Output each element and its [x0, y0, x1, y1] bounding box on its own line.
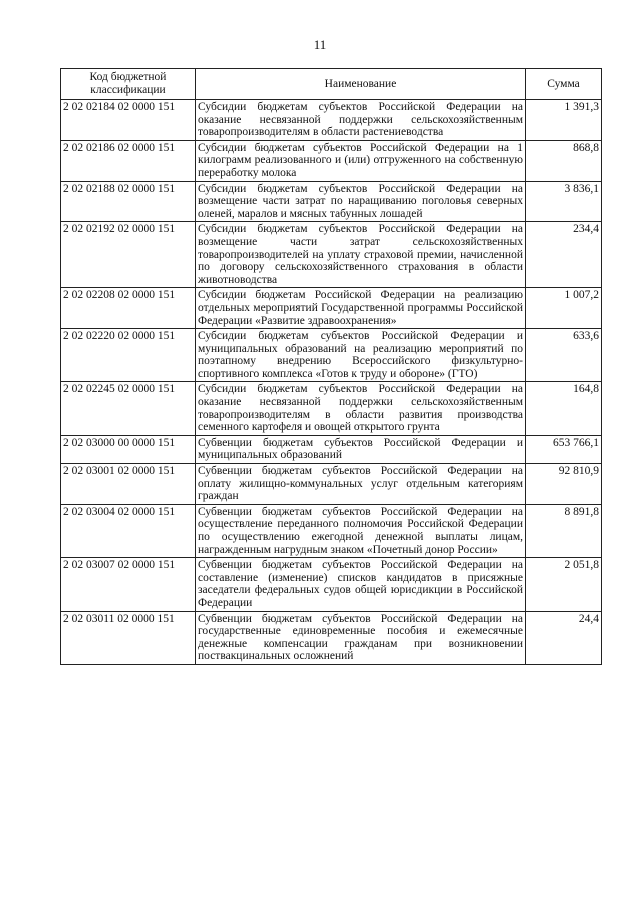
row-sum: 868,8	[526, 140, 602, 181]
row-name: Субсидии бюджетам Российской Федерации на реализацию отдельных мероприятий Государственной программы Российской Федерации «Развитие здравоохранения»	[196, 288, 526, 329]
row-sum: 633,6	[526, 329, 602, 382]
row-code: 2 02 03011 02 0000 151	[61, 611, 196, 664]
row-sum: 1 007,2	[526, 288, 602, 329]
row-code: 2 02 02220 02 0000 151	[61, 329, 196, 382]
table-row	[61, 558, 602, 611]
row-sum: 24,4	[526, 611, 602, 664]
table-row	[61, 504, 602, 557]
table-row	[61, 288, 602, 329]
header-sum: Сумма	[526, 69, 602, 100]
row-code: 2 02 03004 02 0000 151	[61, 504, 196, 557]
row-sum: 1 391,3	[526, 100, 602, 141]
row-sum: 92 810,9	[526, 464, 602, 505]
row-code: 2 02 02184 02 0000 151	[61, 100, 196, 141]
row-sum: 164,8	[526, 382, 602, 435]
table-row	[61, 611, 602, 664]
row-code: 2 02 03000 00 0000 151	[61, 435, 196, 463]
table-row	[61, 329, 602, 382]
page-number: 11	[313, 37, 327, 52]
header-code: Код бюджетной классификации	[61, 69, 196, 100]
table-row	[61, 382, 602, 435]
row-sum: 2 051,8	[526, 558, 602, 611]
row-name: Субсидии бюджетам субъектов Российской Федерации на возмещение части затрат по наращиванию поголовья северных оленей, маралов и мясных табунных лошадей	[196, 181, 526, 222]
row-name: Субсидии бюджетам субъектов Российской Федерации на возмещение части затрат сельскохозяйственных товаропроизводителей на уплату страховой премии, начисленной по договору сельскохозяйственного страхования в области животноводства	[196, 222, 526, 288]
row-name: Субсидии бюджетам субъектов Российской Федерации и муниципальных образований на реализацию мероприятий по поэтапному внедрению Всероссийского физкультурно-спортивного комплекса «Готов к труду и обороне» (ГТО)	[196, 329, 526, 382]
table-row	[61, 222, 602, 288]
row-code: 2 02 03007 02 0000 151	[61, 558, 196, 611]
row-code: 2 02 02208 02 0000 151	[61, 288, 196, 329]
row-code: 2 02 02188 02 0000 151	[61, 181, 196, 222]
row-name: Субвенции бюджетам субъектов Российской Федерации на оплату жилищно-коммунальных услуг отдельным категориям граждан	[196, 464, 526, 505]
row-name: Субсидии бюджетам субъектов Российской Федерации на оказание несвязанной поддержки сельскохозяйственным товаропроизводителям в области развития производства семенного картофеля и овощей открытого грунта	[196, 382, 526, 435]
row-code: 2 02 02186 02 0000 151	[61, 140, 196, 181]
table-row	[61, 435, 602, 463]
row-name: Субвенции бюджетам субъектов Российской Федерации на составление (изменение) списков кандидатов в присяжные заседатели федеральных судов общей юрисдикции в Российской Федерации	[196, 558, 526, 611]
table-header-row	[61, 69, 602, 100]
row-name: Субвенции бюджетам субъектов Российской Федерации на государственные единовременные пособия и ежемесячные денежные компенсации гражданам при возникновении поствакцинальных осложнений	[196, 611, 526, 664]
header-name: Наименование	[196, 69, 526, 100]
row-sum: 8 891,8	[526, 504, 602, 557]
row-code: 2 02 02245 02 0000 151	[61, 382, 196, 435]
row-name: Субвенции бюджетам субъектов Российской Федерации и муниципальных образований	[196, 435, 526, 463]
row-code: 2 02 02192 02 0000 151	[61, 222, 196, 288]
budget-classification-table	[60, 68, 602, 665]
row-name: Субсидии бюджетам субъектов Российской Федерации на оказание несвязанной поддержки сельскохозяйственным товаропроизводителям в области растениеводства	[196, 100, 526, 141]
row-name: Субсидии бюджетам субъектов Российской Федерации на 1 килограмм реализованного и (или) отгруженного на собственную переработку молока	[196, 140, 526, 181]
row-sum: 3 836,1	[526, 181, 602, 222]
row-code: 2 02 03001 02 0000 151	[61, 464, 196, 505]
row-sum: 653 766,1	[526, 435, 602, 463]
table-row	[61, 140, 602, 181]
table-row	[61, 181, 602, 222]
table-row	[61, 100, 602, 141]
row-name: Субвенции бюджетам субъектов Российской Федерации на осуществление переданного полномочия Российской Федерации по осуществлению ежегодной денежной выплаты лицам, награжденным нагрудным знаком «Почетный донор России»	[196, 504, 526, 557]
table-row	[61, 464, 602, 505]
row-sum: 234,4	[526, 222, 602, 288]
